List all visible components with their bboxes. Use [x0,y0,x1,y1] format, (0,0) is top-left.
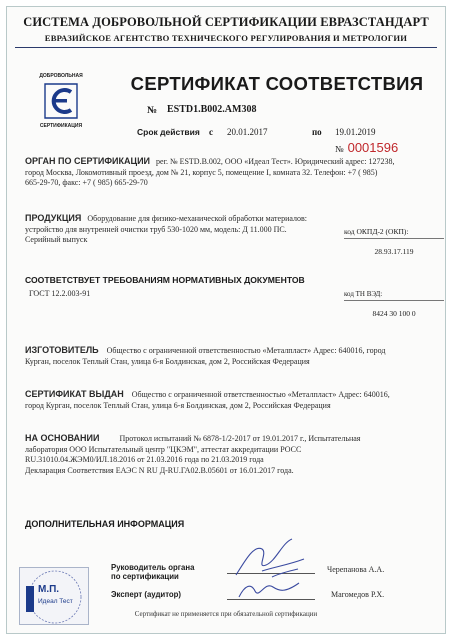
expert-label: Эксперт (аудитор) [111,590,182,599]
head-name: Черепанова А.А. [327,565,385,574]
conforms-section [25,275,345,300]
head-label-1: Руководитель органа [111,563,195,572]
product-line3: Серийный выпуск [25,235,88,245]
stamp-initials: М.П. [38,584,60,595]
conforms-standard: ГОСТ 12.2.003-91 [29,289,91,298]
product-line1: Оборудование для физико-механической обработки материалов: [87,214,307,223]
organ-line1: рег. № ESTD.B.002, ООО «Идеал Тест». Юридический адрес: 127238, [156,157,395,166]
to-label: по [312,127,322,137]
basis-line2: лаборатория ООО Испытательный центр "ЦКЭМ", аттестат аккредитации РОСС [25,444,302,454]
head-label-2: по сертификации [111,572,179,581]
additional-section [25,519,445,529]
manufacturer-section [25,345,445,367]
header-divider [15,47,437,48]
serial-label: № [335,144,344,154]
organ-label: ОРГАН ПО СЕРТИФИКАЦИИ [25,156,151,166]
okpd-label: код ОКПД-2 (ОКП): [344,227,444,239]
additional-label: ДОПОЛНИТЕЛЬНАЯ ИНФОРМАЦИЯ [25,519,185,529]
footer-note: Сертификат не применяется при обязательной сертификации [134,610,318,618]
manufacturer-line1: Общество с ограниченной ответственностью «Металпласт» Адрес: 640016, город [106,346,386,355]
basis-line1: Протокол испытаний № 6878-1/2-2017 от 19.01.2017 г., Испытательная [119,434,361,443]
conforms-label: СООТВЕТСТВУЕТ ТРЕБОВАНИЯМ НОРМАТИВНЫХ ДОКУМЕНТОВ [25,275,305,285]
certificate-number: ESTD1.B002.AM308 [167,104,257,115]
certificate-page [6,6,446,634]
agency-title: ЕВРАЗИЙСКОЕ АГЕНТСТВО ТЕХНИЧЕСКОГО РЕГУЛИРОВАНИЯ И МЕТРОЛОГИИ [44,33,408,43]
eac-logo [39,73,83,143]
product-section [25,213,343,246]
product-line2: устройство для внутренней очистки труб 530-1020 мм, модель: Д 11.000 ПС. [25,224,287,234]
stamp-org: Идеал Тест [38,598,73,605]
logo-bottom-text: СЕРТИФИКАЦИЯ [39,123,83,129]
basis-label: НА ОСНОВАНИИ [25,433,100,443]
organ-line3: 665-29-70, факс: +7 ( 985) 665-29-70 [25,178,148,188]
issued-line2: город Курган, поселок Теплый Стан, улица 6-я Болдинская, дом 2, Российская Федерация [25,400,331,410]
from-date: 20.01.2017 [227,127,268,137]
from-label: с [209,127,213,137]
logo-top-text: ДОБРОВОЛЬНАЯ [39,73,83,79]
serial-value: 0001596 [347,140,399,155]
eac-logo-icon [41,80,81,122]
manufacturer-label: ИЗГОТОВИТЕЛЬ [25,345,99,355]
tnved-label: код ТН ВЭД: [344,290,444,301]
basis-line3: RU.31010.04.ЖЭМ0/ИЛ.18.2016 от 21.03.2016 года по 21.03.2019 года [25,455,264,465]
system-title: СИСТЕМА ДОБРОВОЛЬНОЙ СЕРТИФИКАЦИИ ЕВРАЗСТАНДАРТ [23,15,429,29]
basis-line4: Декларация Соответствия ЕАЭС N RU Д-RU.ГА02.В.05601 от 16.01.2017 года. [25,465,294,475]
serial-number [335,140,398,155]
to-date: 19.01.2019 [335,127,376,137]
okpd-box [344,227,444,256]
product-label: ПРОДУКЦИЯ [25,213,82,223]
tnved-code: 8424 30 100 0 [372,309,416,318]
manufacturer-line2: Курган, поселок Теплый Стан, улица 6-я Болдинская, дом 2, Российская Федерация [25,356,310,366]
organ-section [25,156,445,189]
certificate-title: СЕРТИФИКАТ СООТВЕТСТВИЯ [130,73,424,94]
okpd-code: 28.93.17.119 [374,247,414,256]
expert-signature [235,573,305,605]
organ-line2: город Москва, Локомотивный проезд, дом № 21, корпус 5, помещение I, комната 32. Телефон: +7 ( 985) [25,167,378,177]
issued-section [25,389,445,411]
head-label-block [111,563,194,581]
expert-name: Магомедов Р.Х. [331,590,385,599]
issued-line1: Общество с ограниченной ответственностью «Металпласт» Адрес: 640016, [131,390,390,399]
number-label: № [147,105,158,116]
validity-label: Срок действия [137,127,200,137]
tnved-box [344,290,444,318]
issued-label: СЕРТИФИКАТ ВЫДАН [25,389,124,399]
basis-section [25,433,445,476]
expert-label-block [111,590,181,599]
